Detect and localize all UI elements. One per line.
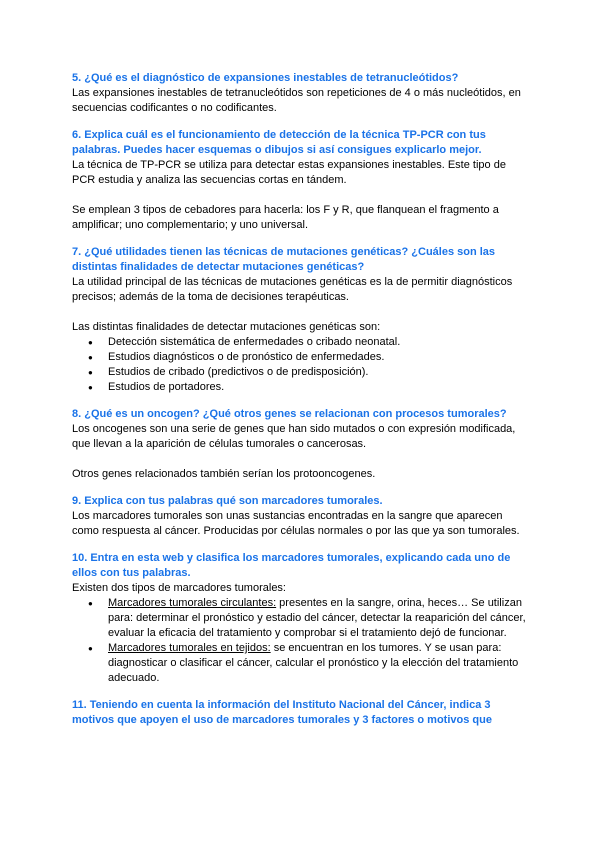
- question-8-answer-p2: Otros genes relacionados también serían los protooncogenes.: [72, 468, 376, 480]
- question-8: [72, 407, 532, 482]
- question-5-title: 5. ¿Qué es el diagnóstico de expansiones inestables de tetranucleótidos?: [72, 72, 459, 84]
- document-page: [72, 71, 532, 728]
- question-7: [72, 245, 532, 395]
- marker-type-term: Marcadores tumorales circulantes:: [108, 597, 277, 609]
- question-5: [72, 71, 532, 116]
- question-9-answer: Los marcadores tumorales son unas sustancias encontradas en la sangre que aparecen como respuesta al cáncer. Producidas por células normales o por las que ya son tumorales.: [72, 510, 520, 537]
- list-item: [72, 641, 532, 686]
- question-10-title: 10. Entra en esta web y clasifica los marcadores tumorales, explicando cada uno de ellos con tus palabras.: [72, 552, 511, 579]
- list-item: ● Detección sistemática de enfermedades o cribado neonatal.: [72, 335, 532, 350]
- list-item: ● Estudios diagnósticos o de pronóstico de enfermedades.: [72, 350, 532, 365]
- marker-type-text: presentes en la sangre, orina, heces… Se utilizan para: determinar el pronóstico y estadio del cáncer, detectar la reaparición del cáncer, evaluar la eficacia del tratamiento y comprobar si el tratamiento dejó de funcionar.: [108, 597, 526, 639]
- question-6-answer-p1: La técnica de TP-PCR se utiliza para detectar estas expansiones inestables. Este tipo de PCR estudia y analiza las secuencias cortas en tándem.: [72, 159, 506, 186]
- marker-type-term: Marcadores tumorales en tejidos:: [108, 642, 271, 654]
- question-10-answer-p1: Existen dos tipos de marcadores tumorales:: [72, 582, 286, 594]
- question-9-title: 9. Explica con tus palabras qué son marcadores tumorales.: [72, 495, 383, 507]
- question-10-list: [72, 596, 532, 686]
- question-11-title: 11. Teniendo en cuenta la información del Instituto Nacional del Cáncer, indica 3 motivos que apoyen el uso de marcadores tumorales y 3 factores o motivos que: [72, 699, 492, 726]
- question-10: [72, 551, 532, 686]
- marker-type-text: se encuentran en los tumores. Y se usan para: diagnosticar o clasificar el cáncer, calcular el pronóstico y la elección del tratamiento adecuado.: [108, 642, 519, 684]
- question-7-answer-p1: La utilidad principal de las técnicas de mutaciones genéticas es la de permitir diagnósticos precisos; además de la toma de decisiones terapéuticas.: [72, 276, 513, 303]
- question-6-answer-p2: Se emplean 3 tipos de cebadores para hacerla: los F y R, que flanquean el fragmento a amplificar; uno complementario; y uno universal.: [72, 204, 499, 231]
- list-item: ● Estudios de portadores.: [72, 380, 532, 395]
- question-7-title: 7. ¿Qué utilidades tienen las técnicas de mutaciones genéticas? ¿Cuáles son las distintas finalidades de detectar mutaciones genéticas?: [72, 246, 496, 273]
- question-8-answer-p1: Los oncogenes son una serie de genes que han sido mutados o con expresión modificada, que llevan a la aparición de células tumorales o cancerosas.: [72, 423, 516, 450]
- question-7-list: [72, 335, 532, 395]
- question-11: [72, 698, 532, 728]
- question-7-answer-p2: Las distintas finalidades de detectar mutaciones genéticas son:: [72, 321, 381, 333]
- question-6: [72, 128, 532, 233]
- list-item: ● Estudios de cribado (predictivos o de predisposición).: [72, 365, 532, 380]
- question-9: [72, 494, 532, 539]
- question-6-title: 6. Explica cuál es el funcionamiento de detección de la técnica TP-PCR con tus palabras. Puedes hacer esquemas o dibujos si así consigues explicarlo mejor.: [72, 129, 486, 156]
- question-5-answer: Las expansiones inestables de tetranucleótidos son repeticiones de 4 o más nucleótidos, en secuencias codificantes o no codificantes.: [72, 87, 521, 114]
- question-8-title: 8. ¿Qué es un oncogen? ¿Qué otros genes se relacionan con procesos tumorales?: [72, 408, 507, 420]
- list-item: [72, 596, 532, 641]
